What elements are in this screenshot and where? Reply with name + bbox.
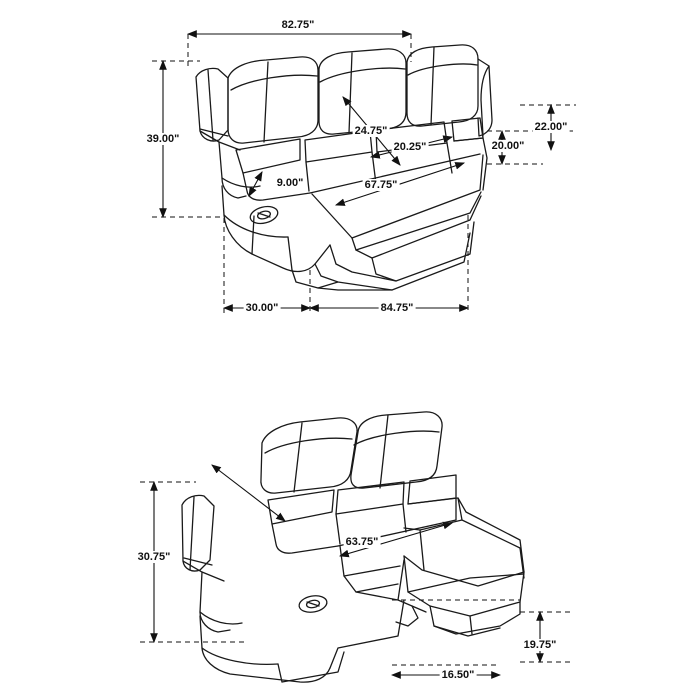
dimension-label-seat-back-height: 24.75" [354, 125, 388, 137]
dimension-label-back-height-right: 22.00" [534, 121, 568, 133]
dimension-label-depth-closed: 30.00" [245, 302, 279, 314]
dimension-label-overall-width-top: 82.75" [281, 19, 315, 31]
dimension-label-arm-width: 9.00" [276, 177, 304, 189]
sofa-outline-upper [196, 45, 492, 290]
dimension-label-overall-height-left: 39.00" [146, 133, 180, 145]
dimension-label-seat-depth-upper: 20.25" [393, 141, 427, 153]
dimension-label-footrest-height: 19.75" [523, 639, 557, 651]
dimension-label-depth-reclined: 84.75" [380, 302, 414, 314]
extension-lines-top [152, 34, 576, 314]
dimension-label-footrest-depth: 16.50" [441, 669, 475, 681]
dimension-label-arm-height-right: 20.00" [491, 140, 525, 152]
dimension-label-reclined-height: 30.75" [137, 551, 171, 563]
dimension-label-seat-width-inner: 67.75" [364, 179, 398, 191]
dimension-label-reclined-seat-width: 63.75" [345, 536, 379, 548]
dimension-lines-reclined-view [154, 465, 540, 675]
